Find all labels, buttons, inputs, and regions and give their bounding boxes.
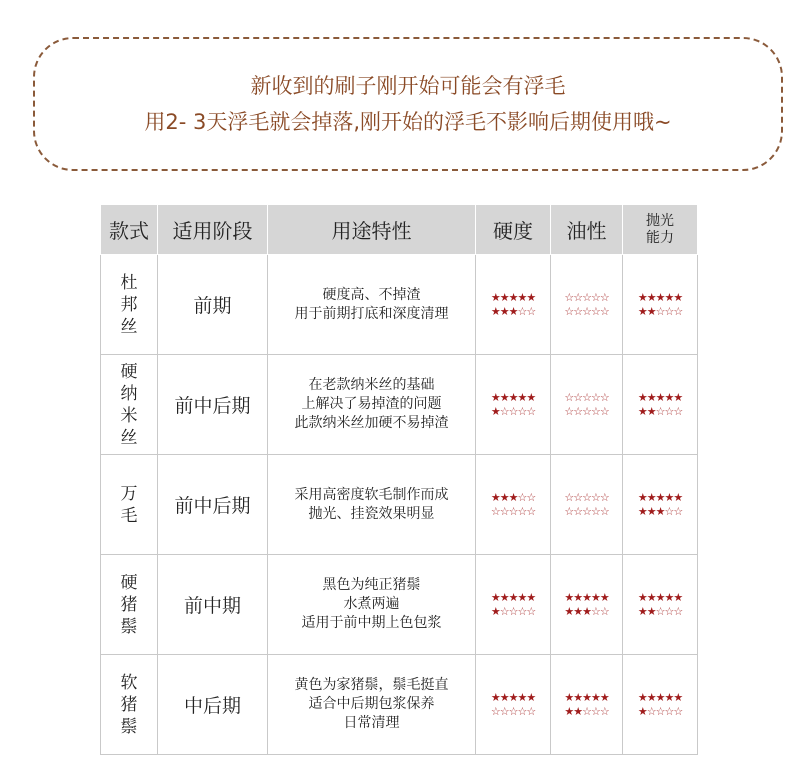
star-row [551,705,622,719]
star-row [623,391,697,405]
star-filled-icon: ★ [490,604,500,618]
star-row [476,405,550,419]
star-filled-icon: ★ [664,690,674,704]
star-row [623,505,697,519]
star-empty-icon: ☆ [573,504,583,518]
star-row [476,391,550,405]
star-filled-icon: ★ [590,590,600,604]
oiliness-rating [551,355,623,455]
star-row [476,291,550,305]
star-filled-icon: ★ [646,590,656,604]
star-filled-icon: ★ [499,304,509,318]
star-empty-icon: ☆ [655,304,665,318]
star-empty-icon: ☆ [517,304,527,318]
star-filled-icon: ★ [499,390,509,404]
star-empty-icon: ☆ [582,504,591,518]
style-name: 硬 纳 米 丝 [101,355,158,455]
star-empty-icon: ☆ [526,304,536,318]
star-filled-icon: ★ [517,690,527,704]
star-filled-icon: ★ [508,690,518,704]
star-filled-icon: ★ [655,290,665,304]
star-row [476,605,550,619]
star-empty-icon: ☆ [564,404,574,418]
star-empty-icon: ☆ [599,404,609,418]
stage: 前中后期 [158,355,268,455]
table-row [101,255,698,355]
star-row [623,405,697,419]
star-row [551,305,622,319]
star-empty-icon: ☆ [564,290,574,304]
star-filled-icon: ★ [526,390,536,404]
star-filled-icon: ★ [573,604,583,618]
star-filled-icon: ★ [673,690,683,704]
star-empty-icon: ☆ [582,490,591,504]
star-filled-icon: ★ [517,390,527,404]
header-stage: 适用阶段 [158,205,268,255]
notice-line-1: 新收到的刷子刚开始可能会有浮毛 [250,74,566,98]
star-empty-icon: ☆ [573,304,583,318]
star-filled-icon: ★ [664,590,674,604]
star-empty-icon: ☆ [599,290,609,304]
star-filled-icon: ★ [517,590,527,604]
star-empty-icon: ☆ [499,604,509,618]
star-row [623,491,697,505]
star-filled-icon: ★ [499,290,509,304]
star-filled-icon: ★ [508,290,518,304]
star-empty-icon: ☆ [573,290,583,304]
star-empty-icon: ☆ [655,704,665,718]
star-filled-icon: ★ [490,490,500,504]
star-filled-icon: ★ [637,390,647,404]
feature-description: 黄色为家猪鬃，鬃毛挺直 适合中后期包浆保养 日常清理 [268,655,476,755]
star-empty-icon: ☆ [517,604,527,618]
star-filled-icon: ★ [655,504,665,518]
oiliness-rating [551,655,623,755]
polish-rating [623,255,698,355]
hardness-rating [476,655,551,755]
feature-description: 黑色为纯正猪鬃 水煮两遍 适用于前中期上色包浆 [268,555,476,655]
star-row [476,305,550,319]
star-filled-icon: ★ [646,604,656,618]
star-empty-icon: ☆ [573,390,583,404]
star-empty-icon: ☆ [526,604,536,618]
star-filled-icon: ★ [637,504,647,518]
star-filled-icon: ★ [646,504,656,518]
star-filled-icon: ★ [517,290,527,304]
star-empty-icon: ☆ [499,504,509,518]
star-empty-icon: ☆ [517,404,527,418]
star-filled-icon: ★ [508,390,518,404]
star-empty-icon: ☆ [526,704,536,718]
star-filled-icon: ★ [673,390,683,404]
star-row [551,591,622,605]
star-row [476,691,550,705]
star-row [476,491,550,505]
star-filled-icon: ★ [599,590,609,604]
star-filled-icon: ★ [664,390,674,404]
star-empty-icon: ☆ [526,490,536,504]
star-empty-icon: ☆ [582,304,591,318]
star-filled-icon: ★ [582,590,591,604]
star-empty-icon: ☆ [517,504,527,518]
star-filled-icon: ★ [637,404,647,418]
star-row [476,591,550,605]
hardness-rating [476,455,551,555]
star-filled-icon: ★ [646,690,656,704]
star-filled-icon: ★ [582,604,591,618]
star-row [476,505,550,519]
star-empty-icon: ☆ [655,404,665,418]
star-row [623,605,697,619]
star-row [623,705,697,719]
star-empty-icon: ☆ [582,404,591,418]
star-row [623,591,697,605]
star-empty-icon: ☆ [490,504,500,518]
star-filled-icon: ★ [664,490,674,504]
notice-banner [33,37,783,171]
star-filled-icon: ★ [499,590,509,604]
star-row [476,705,550,719]
star-filled-icon: ★ [590,690,600,704]
header-style: 款式 [101,205,158,255]
star-empty-icon: ☆ [573,490,583,504]
star-filled-icon: ★ [490,290,500,304]
polish-rating [623,355,698,455]
star-empty-icon: ☆ [490,704,500,718]
star-filled-icon: ★ [673,290,683,304]
star-row [551,491,622,505]
star-row [551,691,622,705]
star-empty-icon: ☆ [582,390,591,404]
star-filled-icon: ★ [673,590,683,604]
star-filled-icon: ★ [490,590,500,604]
header-hardness: 硬度 [476,205,551,255]
star-empty-icon: ☆ [508,704,518,718]
star-filled-icon: ★ [655,690,665,704]
star-empty-icon: ☆ [599,504,609,518]
stage: 中后期 [158,655,268,755]
star-empty-icon: ☆ [664,504,674,518]
star-empty-icon: ☆ [590,490,600,504]
table-header-row [101,205,698,255]
oiliness-rating [551,255,623,355]
feature-description: 硬度高、不掉渣 用于前期打底和深度清理 [268,255,476,355]
star-empty-icon: ☆ [664,404,674,418]
star-empty-icon: ☆ [499,704,509,718]
star-filled-icon: ★ [499,690,509,704]
star-empty-icon: ☆ [590,604,600,618]
star-filled-icon: ★ [526,590,536,604]
star-filled-icon: ★ [564,590,574,604]
star-filled-icon: ★ [637,490,647,504]
star-empty-icon: ☆ [664,704,674,718]
star-filled-icon: ★ [526,290,536,304]
star-filled-icon: ★ [508,590,518,604]
star-filled-icon: ★ [599,690,609,704]
star-empty-icon: ☆ [664,304,674,318]
stage: 前中期 [158,555,268,655]
star-filled-icon: ★ [637,690,647,704]
star-empty-icon: ☆ [508,404,518,418]
star-filled-icon: ★ [490,304,500,318]
star-filled-icon: ★ [655,590,665,604]
polish-rating [623,555,698,655]
star-empty-icon: ☆ [599,304,609,318]
star-empty-icon: ☆ [599,490,609,504]
notice-line-2: 用2- 3天浮毛就会掉落,刚开始的浮毛不影响后期使用哦~ [144,110,672,134]
star-empty-icon: ☆ [673,504,683,518]
star-empty-icon: ☆ [499,404,509,418]
star-empty-icon: ☆ [508,504,518,518]
star-row [551,505,622,519]
style-name: 杜 邦 丝 [101,255,158,355]
star-filled-icon: ★ [508,490,518,504]
star-empty-icon: ☆ [599,390,609,404]
hardness-rating [476,355,551,455]
header-oiliness: 油性 [551,205,623,255]
star-filled-icon: ★ [664,290,674,304]
star-empty-icon: ☆ [582,704,591,718]
star-row [551,405,622,419]
star-filled-icon: ★ [646,390,656,404]
star-row [623,291,697,305]
star-empty-icon: ☆ [590,704,600,718]
feature-description: 采用高密度软毛制作而成 抛光、挂瓷效果明显 [268,455,476,555]
star-filled-icon: ★ [564,690,574,704]
star-filled-icon: ★ [499,490,509,504]
oiliness-rating [551,455,623,555]
star-filled-icon: ★ [646,404,656,418]
star-empty-icon: ☆ [590,404,600,418]
star-empty-icon: ☆ [564,304,574,318]
star-filled-icon: ★ [655,490,665,504]
feature-description: 在老款纳米丝的基础 上解决了易掉渣的问题 此款纳米丝加硬不易掉渣 [268,355,476,455]
star-row [551,605,622,619]
table-row [101,655,698,755]
star-filled-icon: ★ [646,290,656,304]
star-filled-icon: ★ [637,304,647,318]
star-filled-icon: ★ [508,304,518,318]
star-empty-icon: ☆ [673,404,683,418]
star-empty-icon: ☆ [590,304,600,318]
star-filled-icon: ★ [637,290,647,304]
brush-spec-table [100,204,698,755]
star-filled-icon: ★ [646,304,656,318]
hardness-rating [476,255,551,355]
table-row [101,555,698,655]
star-empty-icon: ☆ [590,390,600,404]
star-filled-icon: ★ [573,704,583,718]
star-filled-icon: ★ [637,590,647,604]
star-empty-icon: ☆ [508,604,518,618]
star-filled-icon: ★ [490,390,500,404]
star-empty-icon: ☆ [646,704,656,718]
star-filled-icon: ★ [564,704,574,718]
star-filled-icon: ★ [490,690,500,704]
star-empty-icon: ☆ [599,604,609,618]
star-row [623,691,697,705]
star-empty-icon: ☆ [564,490,574,504]
star-empty-icon: ☆ [673,704,683,718]
star-row [551,291,622,305]
header-feature: 用途特性 [268,205,476,255]
star-empty-icon: ☆ [655,604,665,618]
star-row [623,305,697,319]
header-polish: 抛光 能力 [623,205,698,255]
star-filled-icon: ★ [490,404,500,418]
style-name: 万 毛 [101,455,158,555]
star-empty-icon: ☆ [664,604,674,618]
star-empty-icon: ☆ [590,504,600,518]
star-filled-icon: ★ [526,690,536,704]
star-empty-icon: ☆ [573,404,583,418]
star-empty-icon: ☆ [517,490,527,504]
polish-rating [623,655,698,755]
star-empty-icon: ☆ [564,504,574,518]
polish-rating [623,455,698,555]
star-filled-icon: ★ [582,690,591,704]
star-filled-icon: ★ [637,604,647,618]
star-filled-icon: ★ [655,390,665,404]
star-filled-icon: ★ [637,704,647,718]
table-row [101,355,698,455]
star-row [551,391,622,405]
star-empty-icon: ☆ [582,290,591,304]
star-filled-icon: ★ [646,490,656,504]
stage: 前期 [158,255,268,355]
star-empty-icon: ☆ [517,704,527,718]
star-empty-icon: ☆ [599,704,609,718]
star-empty-icon: ☆ [526,404,536,418]
oiliness-rating [551,555,623,655]
star-empty-icon: ☆ [673,604,683,618]
star-empty-icon: ☆ [673,304,683,318]
star-empty-icon: ☆ [526,504,536,518]
table-row [101,455,698,555]
star-empty-icon: ☆ [564,390,574,404]
style-name: 硬 猪 鬃 [101,555,158,655]
star-filled-icon: ★ [573,590,583,604]
style-name: 软 猪 鬃 [101,655,158,755]
star-filled-icon: ★ [673,490,683,504]
stage: 前中后期 [158,455,268,555]
star-filled-icon: ★ [564,604,574,618]
star-filled-icon: ★ [573,690,583,704]
hardness-rating [476,555,551,655]
star-empty-icon: ☆ [590,290,600,304]
